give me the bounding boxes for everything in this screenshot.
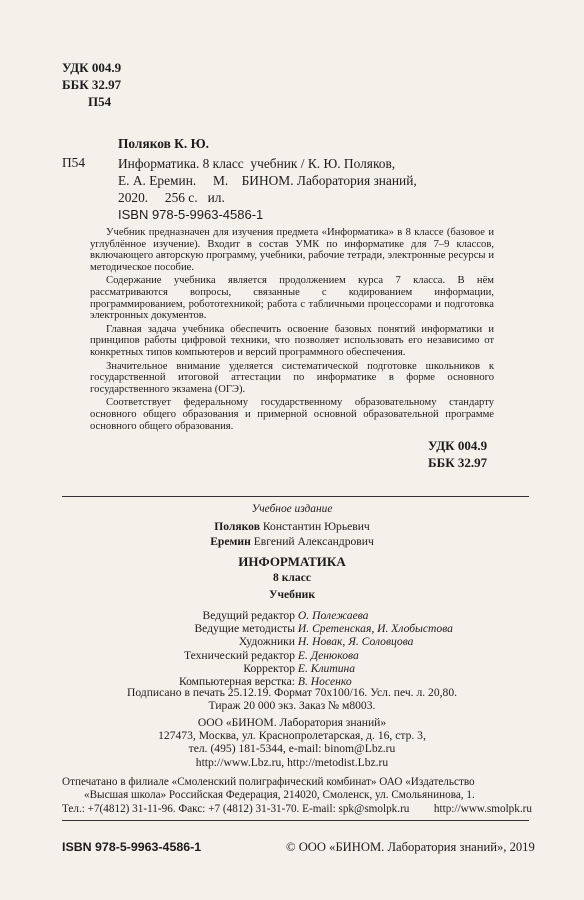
- annotation-paragraph: Соответствует федеральному государственному образовательному стандарту основного общего образования и примерной основной образовательной программе основного общего образования.: [90, 397, 494, 432]
- printing-line-1: Отпечатано в филиале «Смоленский полиграфический комбинат» ОАО «Издательство: [62, 776, 475, 788]
- edition-type: Учебное издание: [251, 503, 333, 515]
- credit-role: Корректор: [243, 661, 295, 675]
- printing-contacts: Тел.: +7(4812) 31-11-96. Факс: +7 (4812) 31-31-70. E-mail: spk@smolpk.ru: [62, 802, 410, 815]
- credit-name: Н. Новак, Я. Соловцова: [297, 635, 414, 649]
- credit-name: Е. Денюкова: [297, 648, 359, 662]
- udk-code-right: УДК 004.9: [428, 438, 488, 453]
- publisher-address: 127473, Москва, ул. Краснопролетарская, д. 16, стр. 3,: [158, 729, 426, 743]
- credit-row: [110, 649, 510, 662]
- credit-role: Технический редактор: [183, 648, 295, 662]
- bbk-code-right: ББК 32.97: [428, 455, 488, 470]
- credit-role: Компьютерная верстка:: [178, 675, 295, 689]
- edition-author-1: [0, 520, 584, 533]
- footer-isbn: ISBN 978-5-9963-4586-1: [62, 840, 202, 854]
- print-info: [0, 686, 584, 712]
- bib-author: Поляков К. Ю.: [118, 136, 210, 151]
- publisher-name: ООО «БИНОМ. Лаборатория знаний»: [197, 716, 387, 729]
- book-title: ИНФОРМАТИКА: [238, 554, 346, 569]
- credit-name: Е. Клитина: [297, 661, 356, 675]
- author-2-surname: Еремин: [210, 535, 251, 548]
- credits: [110, 609, 510, 688]
- credit-role: Ведущие методисты: [194, 622, 295, 636]
- author-2-name: Евгений Александрович: [253, 535, 374, 548]
- bib-line-1: Информатика. 8 класс учебник / К. Ю. Поляков,: [118, 156, 396, 171]
- bbk-code: ББК 32.97: [62, 77, 122, 92]
- divider: [62, 820, 529, 821]
- publisher-info: [0, 716, 584, 769]
- print-line-2: Тираж 20 000 экз. Заказ № м8003.: [208, 699, 376, 713]
- credit-row: [110, 622, 510, 635]
- bib-description: [118, 155, 530, 206]
- annotation-paragraph: Значительное внимание уделяется систематической подготовке школьников к государственной итоговой аттестации по информатике в форме основного государственного экзамена (ОГЭ).: [90, 360, 494, 395]
- credit-row: [110, 609, 510, 622]
- printing-website: http://www.smolpk.ru: [433, 802, 532, 815]
- edition-author-2: [0, 535, 584, 548]
- annotation-paragraph: Учебник предназначен для изучения предмета «Информатика» в 8 классе (базовое и углублённое изучение). Входит в состав УМК по информатике для 7–9 классов, включающего авторскую программу, учебники, рабочие тетради, электронные ресурсы и методическое пособие.: [90, 227, 494, 273]
- publisher-phone: тел. (495) 181-5344, e-mail: binom@Lbz.ru: [188, 742, 396, 756]
- bib-line-3: 2020. 256 с. ил.: [118, 190, 225, 205]
- udk-code: УДК 004.9: [62, 60, 122, 75]
- author-1-name: Константин Юрьевич: [262, 520, 370, 533]
- footer-copyright: © ООО «БИНОМ. Лаборатория знаний», 2019: [286, 840, 535, 854]
- printing-line-3: [62, 803, 532, 816]
- book-grade: 8 класс: [273, 571, 311, 584]
- printing-house: [62, 776, 532, 816]
- author-1-surname: Поляков: [214, 520, 260, 533]
- edition-type-wrap: [0, 503, 584, 515]
- credit-name: В. Носенко: [297, 675, 352, 689]
- credit-role: Ведущий редактор: [202, 609, 295, 622]
- publisher-web: http://www.Lbz.ru, http://metodist.Lbz.ru: [195, 755, 389, 769]
- divider: [62, 496, 529, 497]
- author-sign: П54: [88, 94, 112, 109]
- bib-isbn: ISBN 978-5-9963-4586-1: [118, 207, 264, 222]
- bib-sign: П54: [62, 155, 86, 170]
- printing-line-2: «Высшая школа» Российская Федерация, 214020, Смоленск, ул. Смольянинова, 1.: [84, 789, 475, 802]
- credit-row: [110, 635, 510, 648]
- book-kind: Учебник: [268, 588, 316, 601]
- print-line-1: Подписано в печать 25.12.19. Формат 70х100/16. Усл. печ. л. 20,80.: [126, 686, 458, 699]
- bib-line-2: Е. А. Еремин. М. БИНОМ. Лаборатория знаний,: [118, 173, 417, 188]
- credit-role: Художники: [238, 635, 295, 649]
- annotation: [90, 227, 494, 432]
- credit-name: О. Полежаева: [297, 609, 369, 622]
- annotation-paragraph: Главная задача учебника обеспечить освоение базовых понятий информатики и принципов работы цифровой техники, что позволяет использовать его независимо от конкретных типов компьютеров и версий программного обеспечения.: [90, 323, 494, 358]
- credit-row: [110, 662, 510, 675]
- credit-name: И. Сретенская, И. Хлобыстова: [297, 622, 453, 636]
- annotation-paragraph: Содержание учебника является продолжением курса 7 класса. В нём рассматриваются вопросы, связанные с кодированием информации, программированием, робототехникой; работа с табличными процессорами и подготовка электронных документов.: [90, 275, 494, 322]
